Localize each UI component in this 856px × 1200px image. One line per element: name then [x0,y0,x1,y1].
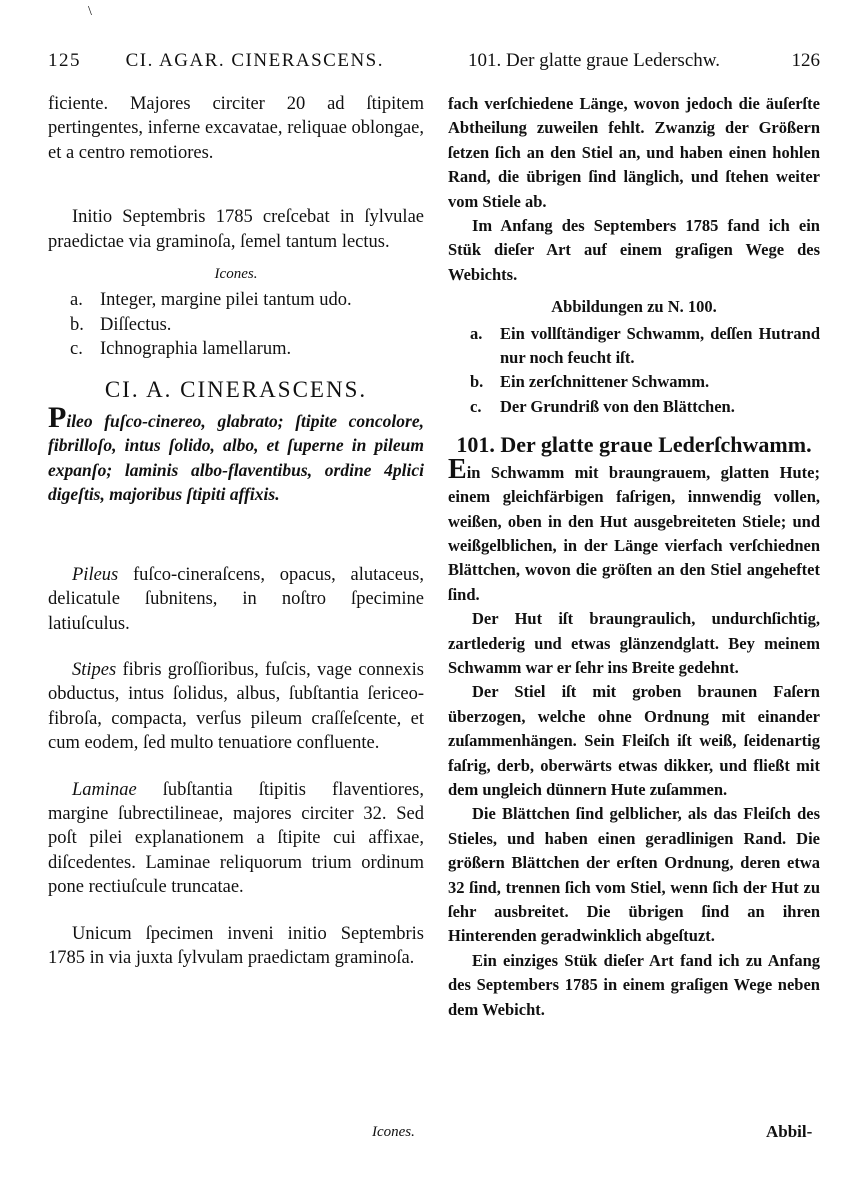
german-paragraph-hut: Der Hut iſt braungraulich, undurchſichtig, zartlederig und etwas glänzendglatt. Bey meinem Schwamm war er ſehr ins Breite gedehnt. [448,609,820,677]
list-item: a. Integer, margine pilei tantum udo. [70,290,352,311]
german-species-heading: 101. Der glatte graue Lederſchwamm. [456,432,812,458]
latin-paragraph-stipes: Stipes fibris groſſioribus, fuſcis, vage connexis obductus, intus ſolidus, albus, ſubſtantia ſericeo-fibroſa, compacta, verſus pileum craſſeſcente, et cum eodem, ſed multo tenuatiore confluente. [48,659,424,754]
german-paragraph-habitat: Im Anfang des Septembers 1785 fand ich ein Stük dieſer Art auf einem graſigen Wege des Webichts. [448,216,820,284]
german-diagnosis: Ein Schwamm mit braungrauem, glatten Hute; einem gleichfärbigen faſrigen, innwendig vollen, weißen, oben in den Hut ausgebreiteten Stiele; und weißgelblichen, in der Länge vierfach verſchiednen Blättchen, wovon die gröſten an den Stiel angeheftet ſind. [448,453,820,604]
german-paragraph-stiel: Der Stiel iſt mit groben braunen Faſern überzogen, welche ohne Ordnung mit einander zuſammenhängen. Sein Fleiſch iſt weiß, ſeidenartig faſrig, derb, oberwärts etwas dikker, und fließt mit dem ungleich dünnern Hute zuſammen. [448,682,820,799]
latin-species-heading: CI. A. CINERASCENS. [104,376,368,402]
icones-title: Icones. [214,266,258,283]
latin-paragraph-specimen: Unicum ſpecimen inveni initio Septembris 1785 in via juxta ſylvulam praedictam graminoſa. [48,923,424,968]
left-running-header [48,50,384,74]
abbildungen-title: Abbildungen zu N. 100. [551,297,717,317]
drop-initial: E [448,453,467,485]
list-item: a. Ein vollſtändiger Schwamm, deſſen Hutrand nur noch feucht iſt. [470,323,820,368]
drop-initial: P [48,401,67,435]
right-running-header [468,50,820,74]
latin-column [48,92,424,970]
latin-paragraph-laminae: Laminae ſubſtantia ſtipitis flaventiores, margine ſubrectilineae, majores circiter 32. Sed poſt pilei explanationem a ſtipite cui affixae, diſcedentes. Laminae reliquorum trium ordinum pone rectiuſcule truncatae. [48,779,424,898]
german-paragraph-fund: Ein einziges Stük dieſer Art fand ich zu Anfang des Septembers 1785 in einem graſigen Wege neben dem Webicht. [448,950,820,1019]
list-item: c. Ichnographia lamellarum. [70,339,292,360]
icones-list [48,288,424,361]
latin-paragraph-pileus: Pileus fuſco-cineraſcens, opacus, alutaceus, delicatule ſubnitens, in noſtro ſpecimine latiuſculus. [48,564,424,634]
german-paragraph-continued: fach verſchiedene Länge, wovon jedoch die äuſerſte Abtheilung zuweilen fehlt. Zwanzig der Größern ſetzen ſich an den Stiel an, und haben einen hohlen Rand, die übrigen ſind länglich, und ſtehen weiter vom Stiele ab. [448,94,820,211]
german-column [448,92,820,1022]
list-item: b. Ein zerſchnittener Schwamm. [470,372,710,392]
abbildungen-list [448,322,820,420]
latin-catchword: Icones. [372,1124,415,1140]
list-item: c. Der Grundriß von den Blättchen. [470,396,735,416]
german-paragraph-blaettchen: Die Blättchen ſind gelblicher, als das Fleiſch des Stieles, und haben einen geradlinigen Rand. Die größern Blättchen der erſten Ordnung, deren etwa 32 ſind, trennen ſich vom Stiel, wenn ſich der Hut zu ſehr ausbreitet. Die übrigen ſind an ihren Hinterenden geradwinklich abgeſtuzt. [448,804,820,946]
latin-paragraph-continued: ficiente. Majores circiter 20 ad ſtipitem pertingentes, inferne excavatae, reliquae oblongae, et a centro remotiores. [48,94,424,163]
list-item: b. Diſſectus. [70,314,172,335]
right-running-title: 101. Der glatte graue Lederschw. [468,50,720,71]
german-catchword: Abbil- [766,1122,813,1141]
corner-mark: \ [88,4,92,19]
latin-paragraph-habitat: Initio Septembris 1785 creſcebat in ſylvulae praedictae via graminoſa, ſemel tantum lectus. [48,207,424,252]
left-page-number: 125 [48,50,81,71]
latin-diagnosis: Pileo fuſco-cinereo, glabrato; ſtipite concolore, fibrilloſo, intus ſolido, albo, et ſuperne in pileum expanſo; laminis albo-flaventibus, ordine 4plici digeſtis, majoribus ſtipiti affixis. [48,401,424,505]
left-running-title: CI. AGAR. CINERASCENS. [125,50,384,71]
right-page-number: 126 [791,50,820,71]
